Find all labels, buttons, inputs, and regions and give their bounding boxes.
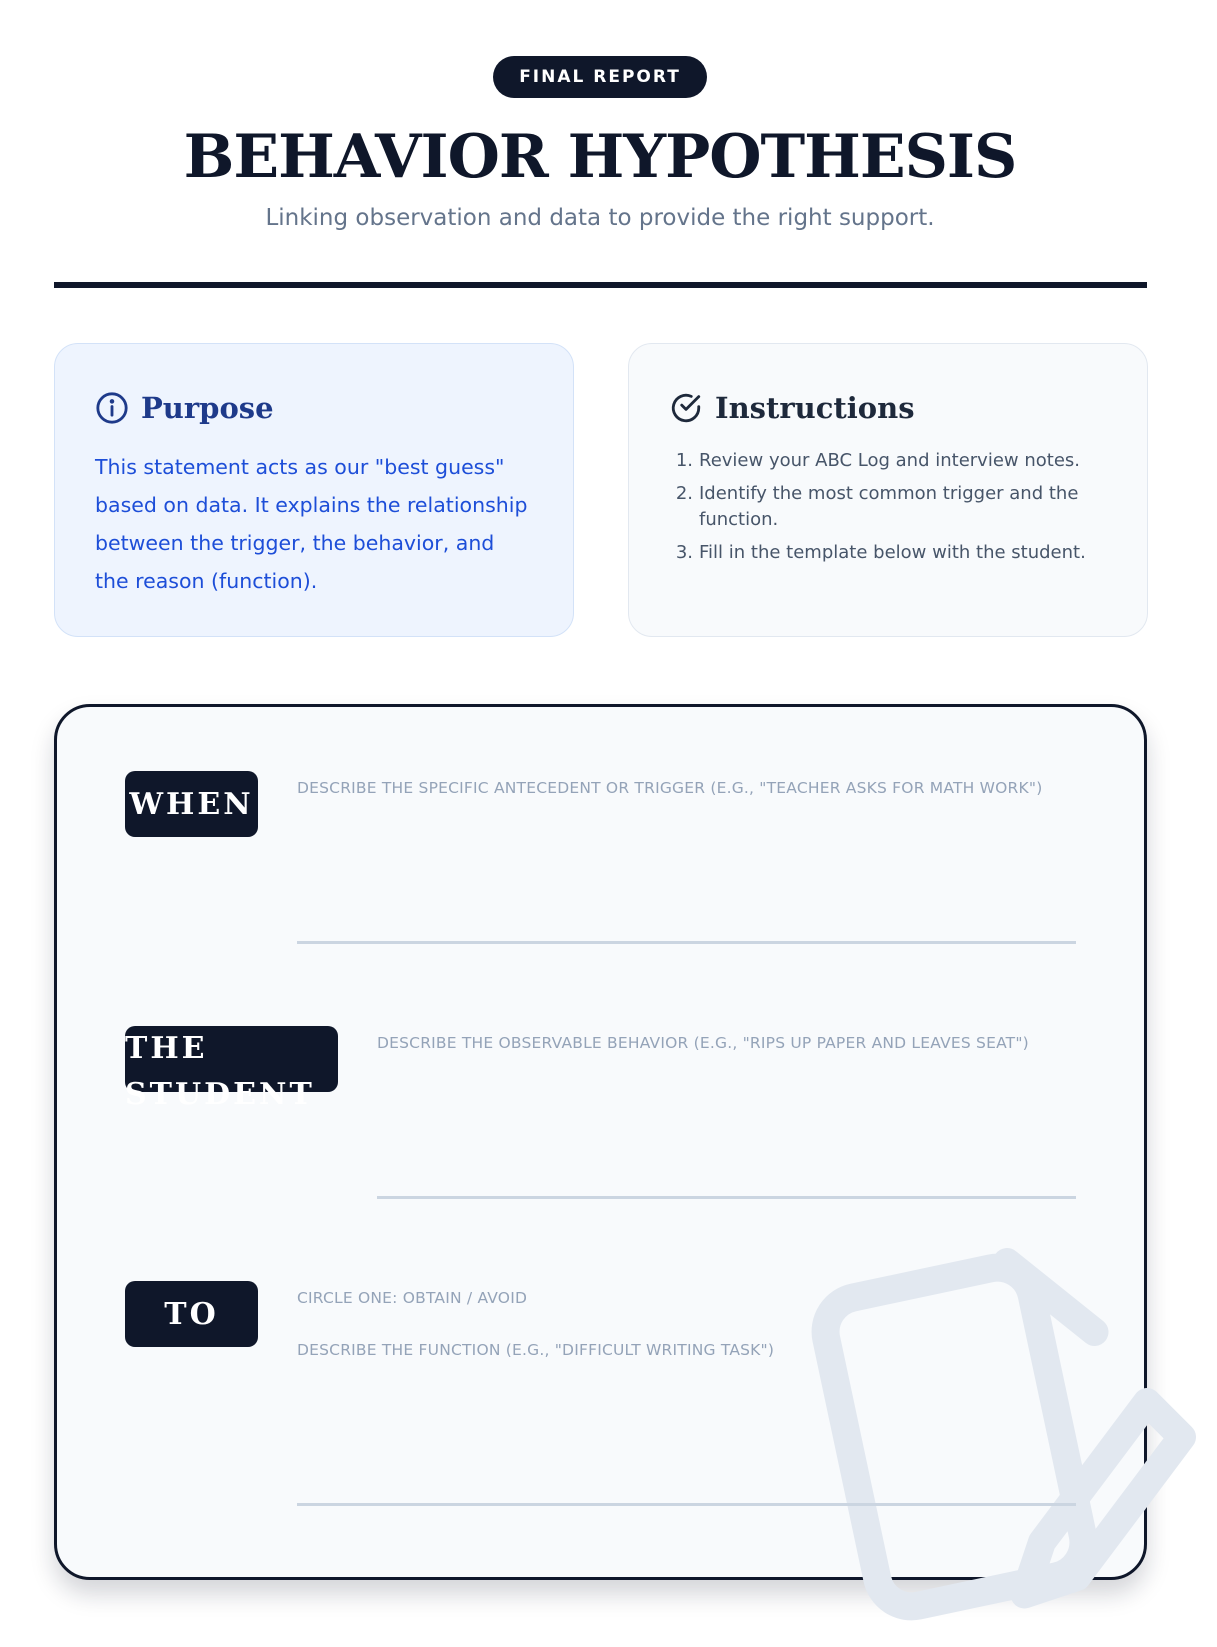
instructions-card bbox=[628, 343, 1148, 637]
page-title: BEHAVIOR HYPOTHESIS bbox=[183, 122, 1017, 192]
when-row bbox=[125, 771, 1076, 946]
when-answer-line[interactable] bbox=[297, 941, 1076, 944]
instruction-text: Review your ABC Log and interview notes. bbox=[699, 450, 1080, 471]
check-circle-icon bbox=[669, 391, 703, 425]
purpose-header bbox=[95, 388, 533, 428]
instruction-number: 2. bbox=[675, 483, 693, 504]
instruction-item bbox=[669, 481, 1107, 533]
purpose-card bbox=[54, 343, 574, 637]
instruction-item bbox=[669, 448, 1107, 474]
instruction-text: Fill in the template below with the student. bbox=[699, 542, 1086, 563]
when-hint: DESCRIBE THE SPECIFIC ANTECEDENT OR TRIGGER (E.G., "TEACHER ASKS FOR MATH WORK") bbox=[297, 779, 1043, 797]
student-hint: DESCRIBE THE OBSERVABLE BEHAVIOR (E.G., "RIPS UP PAPER AND LEAVES SEAT") bbox=[377, 1034, 1029, 1052]
purpose-text: This statement acts as our "best guess" based on data. It explains the relationship between the trigger, the behavior, and the reason (function). bbox=[95, 455, 528, 593]
when-tag: WHEN bbox=[125, 771, 258, 837]
final-report-badge: FINAL REPORT bbox=[493, 56, 707, 98]
instruction-number: 1. bbox=[675, 450, 693, 471]
to-hint: DESCRIBE THE FUNCTION (E.G., "DIFFICULT WRITING TASK") bbox=[297, 1341, 775, 1359]
hypothesis-template bbox=[54, 704, 1147, 1580]
info-icon bbox=[95, 391, 129, 425]
instructions-title: Instructions bbox=[715, 391, 915, 425]
to-row bbox=[125, 1281, 1076, 1511]
instructions-header bbox=[669, 388, 1107, 428]
page-subtitle: Linking observation and data to provide the right support. bbox=[265, 205, 935, 231]
instruction-item bbox=[669, 540, 1107, 566]
to-choice-hint[interactable]: CIRCLE ONE: OBTAIN / AVOID bbox=[297, 1289, 528, 1307]
instruction-text: Identify the most common trigger and the function. bbox=[699, 483, 1079, 530]
header-divider bbox=[54, 282, 1147, 288]
badge-wrap bbox=[0, 56, 1200, 98]
student-tag: THE STUDENT bbox=[125, 1026, 338, 1092]
purpose-title: Purpose bbox=[141, 391, 274, 425]
student-row bbox=[125, 1026, 1076, 1201]
instruction-number: 3. bbox=[675, 542, 693, 563]
to-tag: TO bbox=[125, 1281, 258, 1347]
to-answer-line[interactable] bbox=[297, 1503, 1076, 1506]
instructions-list bbox=[669, 448, 1107, 566]
student-answer-line[interactable] bbox=[377, 1196, 1076, 1199]
